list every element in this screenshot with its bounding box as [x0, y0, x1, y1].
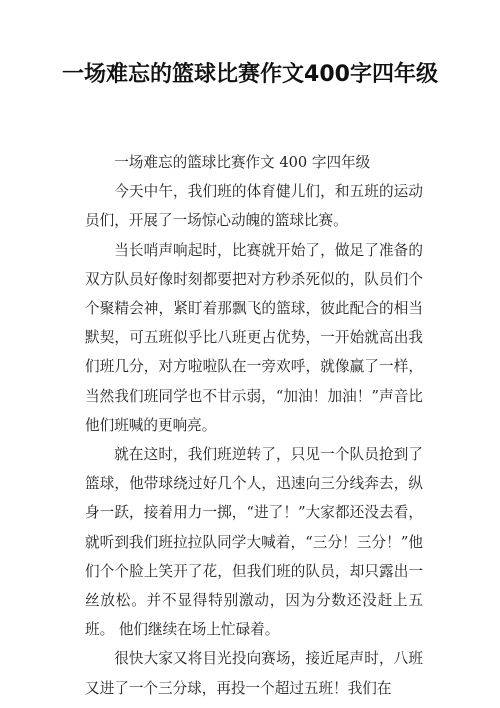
paragraph-subtitle: 一场难忘的篮球比赛作文 400 字四年级	[114, 154, 371, 171]
paragraph: 就在这时，我们班逆转了，只见一个队员抢到了篮球，他带球绕过好几个人，迅速向三分线奔去，纵身一跃，接着用力一掷，“进了！”大家都还没去看，就听到我们班拉拉队同学大喊着，“三分！三分！”他们个个脸上笑开了花，但我们班的队员，却只露出一丝放松。并不显得特别激动，因为分数还没赶上五班。 他们继续在场上忙碌着。	[85, 446, 423, 639]
document-title: 一场难忘的篮球比赛作文400字四年级	[62, 62, 438, 87]
paragraph: 很快大家又将目光投向赛场，接近尾声时，八班又进了一个三分球，再投一个超过五班！我们在	[85, 650, 423, 697]
document-body	[85, 148, 423, 703]
paragraph: 当长哨声响起时，比赛就开始了，做足了准备的双方队员好像时刻都要把对方秒杀死似的，队员们个个聚精会神，紧盯着那飘飞的篮球，彼此配合的相当默契，可五班似乎比八班更占优势，一开始就高出我们班几分，对方啦啦队在一旁欢呼，就像赢了一样，当然我们班同学也不甘示弱，“加油！加油！”声音比他们班喊的更响亮。	[85, 241, 423, 434]
paragraph: 今天中午，我们班的体育健儿们，和五班的运动员们，开展了一场惊心动魄的篮球比赛。	[85, 183, 423, 230]
